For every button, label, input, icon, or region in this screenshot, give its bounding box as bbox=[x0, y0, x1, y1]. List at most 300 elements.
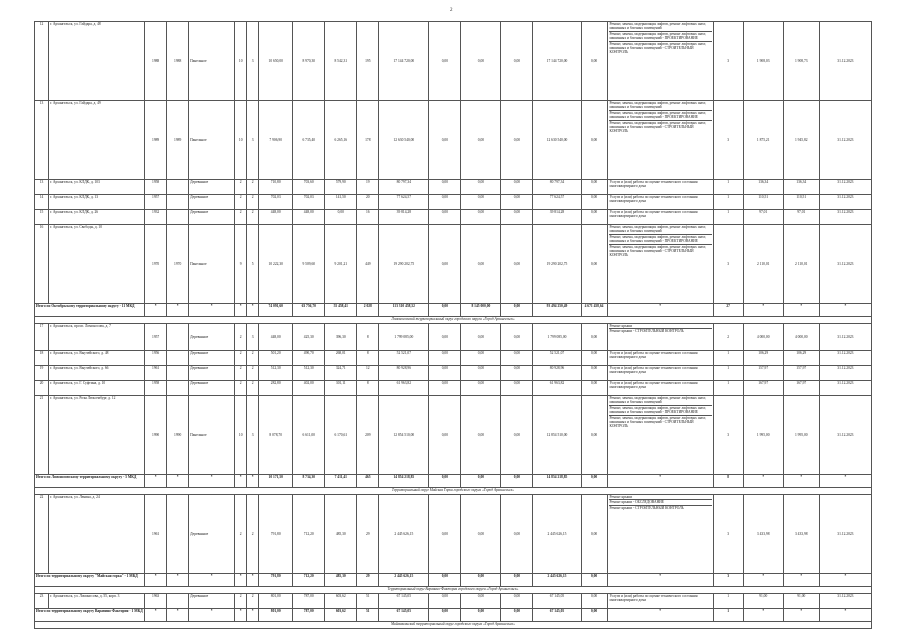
table-cell: 1932 bbox=[145, 210, 167, 225]
table-cell: 6 735,40 bbox=[293, 101, 325, 180]
table-cell: Деревянное bbox=[189, 495, 235, 574]
table-cell: 448,00 bbox=[259, 210, 293, 225]
table-cell: 1961 bbox=[145, 366, 167, 381]
table-cell: 6 265,16 bbox=[325, 101, 357, 180]
table-row bbox=[35, 101, 872, 180]
table-cell: 1 995,00 bbox=[783, 396, 819, 475]
table-cell: * bbox=[235, 475, 247, 488]
repair-program-table bbox=[34, 21, 872, 629]
table-cell: 3 bbox=[713, 22, 743, 101]
table-cell: 1961 bbox=[145, 495, 167, 574]
table-cell: 74 091,60 bbox=[259, 304, 293, 317]
table-cell: 0,00 bbox=[581, 195, 607, 210]
table-cell: 3 433,98 bbox=[743, 495, 783, 574]
table-cell: 2 bbox=[235, 195, 247, 210]
table-cell: Деревянное bbox=[189, 594, 235, 609]
works-cell bbox=[607, 381, 713, 396]
works-cell bbox=[607, 180, 713, 195]
table-cell: 0,00 bbox=[461, 495, 501, 574]
table-cell: 402,00 bbox=[293, 381, 325, 396]
page-number: 2 bbox=[450, 8, 453, 13]
table-cell: 0,00 bbox=[461, 396, 501, 475]
table-cell: 0,00 bbox=[461, 210, 501, 225]
works-cell bbox=[607, 210, 713, 225]
works-cell bbox=[607, 22, 713, 101]
table-cell: 603,62 bbox=[325, 594, 357, 609]
table-cell: 31.12.2023 bbox=[819, 22, 871, 101]
table-cell: 1 945,82 bbox=[783, 101, 819, 180]
table-cell: 1 bbox=[713, 366, 743, 381]
table-cell: 2 bbox=[247, 495, 259, 574]
table-cell: 97,01 bbox=[743, 210, 783, 225]
work-type: Ремонт, замена, модернизация лифтов, ремонт лифтовых шахт, машинных и блочных помещений - СТРОИТЕЛЬНЫЙ КОНТРОЛЬ bbox=[609, 244, 706, 258]
table-cell: 2 445 626,15 bbox=[533, 574, 581, 587]
table-cell: * bbox=[247, 609, 259, 622]
table-cell: 0,00 bbox=[581, 366, 607, 381]
table-cell: 1 995,00 bbox=[743, 396, 783, 475]
table-cell: 14 bbox=[35, 195, 49, 210]
table-cell: Итого по Ломоносовскому территориальному округу - 5 МКД bbox=[35, 475, 145, 488]
table-cell: 0,00 bbox=[461, 475, 501, 488]
table-cell: 702,03 bbox=[259, 195, 293, 210]
table-cell: 0,00 bbox=[501, 304, 533, 317]
table-cell: 1 875,21 bbox=[743, 101, 783, 180]
table-cell: 31.12.2023 bbox=[819, 225, 871, 304]
table-cell: 10 bbox=[235, 101, 247, 180]
table-cell: * bbox=[167, 574, 189, 587]
table-cell: * bbox=[607, 475, 713, 488]
table-cell: г. Архангельск, ул. Ломоносова, д. 55, корп. 3 bbox=[49, 594, 145, 609]
table-cell: 1 bbox=[713, 180, 743, 195]
section-row bbox=[35, 488, 872, 495]
table-cell: 1958 bbox=[145, 180, 167, 195]
table-cell: 0,00 bbox=[581, 475, 607, 488]
table-row bbox=[35, 210, 872, 225]
table-cell: 2 bbox=[235, 324, 247, 351]
work-type: Ремонт крыши bbox=[609, 324, 712, 329]
table-cell: 0,00 bbox=[429, 396, 461, 475]
work-type: Ремонт, замена, модернизация лифтов, ремонт лифтовых шахт, машинных и блочных помещений - СТРОИТЕЛЬНЫЙ КОНТРОЛЬ bbox=[609, 41, 706, 55]
work-type: Ремонт, замена, модернизация лифтов, ремонт лифтовых шахт, машинных и блочных помещений bbox=[609, 101, 712, 111]
table-cell: * bbox=[819, 609, 871, 622]
table-cell: г. Архангельск, ул. КЛДК, д. 13 bbox=[49, 195, 145, 210]
table-cell: 0,00 bbox=[501, 101, 533, 180]
work-type: Услуги и (или) работы по оценке технического состояния многоквартирного дома bbox=[609, 351, 698, 360]
table-row bbox=[35, 195, 872, 210]
table-cell: 0,00 bbox=[429, 574, 461, 587]
table-cell: 3 bbox=[247, 396, 259, 475]
table-cell: 2 bbox=[713, 324, 743, 351]
table-cell: * bbox=[607, 609, 713, 622]
table-cell: * bbox=[819, 304, 871, 317]
table-cell: Деревянное bbox=[189, 366, 235, 381]
works-cell bbox=[607, 594, 713, 609]
table-cell: 1988 bbox=[167, 22, 189, 101]
table-row bbox=[35, 225, 872, 304]
table-cell bbox=[167, 495, 189, 574]
table-cell: 209 bbox=[357, 396, 379, 475]
table-row bbox=[35, 180, 872, 195]
table-cell: 12 854 510,00 bbox=[379, 396, 429, 475]
table-cell: 61 963,82 bbox=[379, 381, 429, 396]
table-cell: 512,30 bbox=[259, 366, 293, 381]
table-cell: 106,29 bbox=[743, 351, 783, 366]
table-cell: 12 630 540,00 bbox=[379, 101, 429, 180]
table-cell: 20 bbox=[35, 381, 49, 396]
table-cell: 19 bbox=[35, 366, 49, 381]
table-cell: 501,20 bbox=[259, 351, 293, 366]
work-type: Услуги и (или) работы по оценке технического состояния многоквартирного дома bbox=[609, 381, 698, 390]
table-cell: г. Архангельск, ул. Гайдара, д. 48 bbox=[49, 22, 145, 101]
table-cell: 17 bbox=[35, 324, 49, 351]
works-cell bbox=[607, 324, 713, 351]
table-cell: 2 bbox=[247, 195, 259, 210]
table-cell: 425,30 bbox=[293, 324, 325, 351]
table-cell: 301,11 bbox=[325, 381, 357, 396]
table-cell: 448,00 bbox=[293, 210, 325, 225]
table-cell: 1970 bbox=[167, 225, 189, 304]
table-cell: 63 756,70 bbox=[293, 304, 325, 317]
table-cell: 2 445 626,15 bbox=[379, 495, 429, 574]
table-cell: Деревянное bbox=[189, 324, 235, 351]
table-cell: 8 970,30 bbox=[293, 22, 325, 101]
table-cell: 0,00 bbox=[461, 574, 501, 587]
table-cell: 20 bbox=[357, 195, 379, 210]
table-cell: Деревянное bbox=[189, 195, 235, 210]
table-cell: г. Архангельск, ул. Ленина, д. 24 bbox=[49, 495, 145, 574]
work-type: Ремонт, замена, модернизация лифтов, ремонт лифтовых шахт, машинных и блочных помещений - ПРОЕКТИРОВАНИЕ bbox=[609, 32, 712, 42]
table-cell: 801,00 bbox=[259, 609, 293, 622]
total-row bbox=[35, 574, 872, 587]
table-cell: 0,00 bbox=[501, 381, 533, 396]
table-cell: 67 145,05 bbox=[533, 609, 581, 622]
table-cell: 18 bbox=[35, 351, 49, 366]
table-cell: 787,00 bbox=[293, 594, 325, 609]
table-cell: 0,00 bbox=[461, 609, 501, 622]
table-cell: 0,00 bbox=[501, 351, 533, 366]
table-cell: 2 bbox=[235, 366, 247, 381]
work-type: Ремонт, замена, модернизация лифтов, ремонт лифтовых шахт, машинных и блочных помещений - СТРОИТЕЛЬНЫЙ КОНТРОЛЬ bbox=[609, 415, 706, 429]
table-cell: 0,00 bbox=[461, 195, 501, 210]
table-cell: * bbox=[743, 609, 783, 622]
works-cell bbox=[607, 495, 713, 574]
table-cell: 0,00 bbox=[581, 495, 607, 574]
table-cell: 0,00 bbox=[501, 22, 533, 101]
table-cell: 195 bbox=[357, 22, 379, 101]
table-cell: Итого по территориальному округу "Майская горка" - 1 МКД bbox=[35, 574, 145, 587]
table-cell: 31.12.2023 bbox=[819, 195, 871, 210]
table-cell: 1 bbox=[713, 594, 743, 609]
total-row bbox=[35, 475, 872, 488]
table-cell: 8 bbox=[357, 324, 379, 351]
work-type: Ремонт, замена, модернизация лифтов, ремонт лифтовых шахт, машинных и блочных помещений bbox=[609, 22, 712, 32]
table-cell: 167,97 bbox=[743, 381, 783, 396]
table-cell: 31.12.2023 bbox=[819, 396, 871, 475]
table-cell: 2 bbox=[235, 180, 247, 195]
table-cell: 0,00 bbox=[581, 609, 607, 622]
table-cell: 67 145,05 bbox=[533, 594, 581, 609]
work-type: Услуги и (или) работы по оценке технического состояния многоквартирного дома bbox=[609, 594, 698, 603]
table-cell: 10 bbox=[235, 22, 247, 101]
table-cell: 2 bbox=[247, 351, 259, 366]
table-cell: 1 908,73 bbox=[783, 22, 819, 101]
total-row bbox=[35, 304, 872, 317]
table-cell: 2 bbox=[247, 210, 259, 225]
table-cell: 0,00 bbox=[501, 324, 533, 351]
table-cell: 1956 bbox=[145, 351, 167, 366]
work-type: Ремонт, замена, модернизация лифтов, ремонт лифтовых шахт, машинных и блочных помещений - ПРОЕКТИРОВАНИЕ bbox=[609, 111, 712, 121]
table-cell: 3 bbox=[247, 324, 259, 351]
table-cell: 448,00 bbox=[259, 324, 293, 351]
table-cell: 2 bbox=[235, 495, 247, 574]
table-cell: * bbox=[145, 609, 167, 622]
work-type: Услуги и (или) работы по оценке технического состояния многоквартирного дома bbox=[609, 180, 698, 189]
table-cell: 710,80 bbox=[259, 180, 293, 195]
table-cell: 61 963,82 bbox=[533, 381, 581, 396]
table-cell: 80 797,34 bbox=[533, 180, 581, 195]
table-cell: 67 145,05 bbox=[379, 594, 429, 609]
table-cell: 1 bbox=[713, 351, 743, 366]
table-cell: 0,00 bbox=[581, 574, 607, 587]
table-cell: Итого по территориальному округу Варавино-Фактория - 1 МКД bbox=[35, 609, 145, 622]
work-type: Услуги и (или) работы по оценке технического состояния многоквартирного дома bbox=[609, 210, 698, 219]
table-cell: 1957 bbox=[145, 324, 167, 351]
table-cell: 268,01 bbox=[325, 351, 357, 366]
table-cell: 0,00 bbox=[501, 180, 533, 195]
table-cell: 8 145 000,00 bbox=[461, 304, 501, 317]
table-cell bbox=[167, 180, 189, 195]
table-cell: 2 bbox=[235, 594, 247, 609]
table-cell: 712,20 bbox=[293, 574, 325, 587]
table-cell: * bbox=[743, 574, 783, 587]
table-cell: 2 bbox=[235, 210, 247, 225]
table-cell: * bbox=[189, 475, 235, 488]
table-cell: 8 078,70 bbox=[259, 396, 293, 475]
table-cell: 702,03 bbox=[293, 195, 325, 210]
table-cell: 4 000,00 bbox=[743, 324, 783, 351]
table-cell: г. Архангельск, ул. КЛДК, д. 26 bbox=[49, 210, 145, 225]
table-cell: 801,00 bbox=[259, 594, 293, 609]
table-cell: 324,71 bbox=[325, 366, 357, 381]
table-cell: * bbox=[247, 475, 259, 488]
table-cell: 0,00 bbox=[429, 225, 461, 304]
table-cell: 0,00 bbox=[501, 195, 533, 210]
table-cell: 2 bbox=[247, 381, 259, 396]
table-cell: 0,00 bbox=[581, 225, 607, 304]
table-cell: 0,00 bbox=[581, 101, 607, 180]
table-cell: 0,00 bbox=[461, 366, 501, 381]
table-cell: 0,00 bbox=[501, 574, 533, 587]
table-cell: 1989 bbox=[145, 101, 167, 180]
table-cell: 91,00 bbox=[783, 594, 819, 609]
table-cell: 0,00 bbox=[429, 324, 461, 351]
table-cell: г. Архангельск, ул. КЛДК, д. 103 bbox=[49, 180, 145, 195]
works-cell bbox=[607, 396, 713, 475]
table-cell: * bbox=[167, 475, 189, 488]
table-cell: 0,00 bbox=[581, 396, 607, 475]
table-cell: 1990 bbox=[167, 396, 189, 475]
table-cell: 17 144 720,00 bbox=[379, 22, 429, 101]
table-cell: 12 bbox=[35, 22, 49, 101]
table-cell: 31.12.2023 bbox=[819, 381, 871, 396]
table-cell: 0,00 bbox=[429, 351, 461, 366]
table-cell: 31.12.2023 bbox=[819, 324, 871, 351]
table-cell: Панельное bbox=[189, 101, 235, 180]
table-cell: 0,00 bbox=[581, 351, 607, 366]
table-cell: 2 bbox=[247, 594, 259, 609]
table-cell: 1988 bbox=[145, 22, 167, 101]
table-cell: * bbox=[819, 574, 871, 587]
table-cell: 0,00 bbox=[325, 210, 357, 225]
total-row bbox=[35, 609, 872, 622]
table-cell: 0,00 bbox=[581, 180, 607, 195]
table-cell: 31.12.2023 bbox=[819, 594, 871, 609]
table-cell: 0,00 bbox=[429, 381, 461, 396]
table-cell bbox=[167, 351, 189, 366]
work-type: Ремонт, замена, модернизация лифтов, ремонт лифтовых шахт, машинных и блочных помещений bbox=[609, 396, 712, 406]
table-cell: 712,20 bbox=[293, 495, 325, 574]
table-cell: 0,00 bbox=[501, 495, 533, 574]
table-cell: 0,00 bbox=[501, 210, 533, 225]
table-cell: 2 bbox=[247, 180, 259, 195]
table-cell: Маймаксанский территориальный округ городского округа «Город Архангельск» bbox=[35, 622, 872, 629]
table-cell: Деревянное bbox=[189, 351, 235, 366]
table-cell: 512,30 bbox=[293, 366, 325, 381]
table-cell: Ломоносовский территориальный округ городского округа «Город Архангельск» bbox=[35, 317, 872, 324]
table-cell: 0,00 bbox=[581, 381, 607, 396]
table-cell: 1990 bbox=[145, 396, 167, 475]
table-cell: 29 bbox=[357, 574, 379, 587]
table-cell: 703,60 bbox=[293, 180, 325, 195]
table-cell: 0,00 bbox=[501, 366, 533, 381]
table-cell: 2 028 bbox=[357, 304, 379, 317]
table-cell bbox=[167, 195, 189, 210]
table-cell: 157,97 bbox=[743, 366, 783, 381]
table-cell: 31.12.2023 bbox=[819, 495, 871, 574]
table-cell: * bbox=[189, 304, 235, 317]
table-cell: 0,00 bbox=[461, 101, 501, 180]
table-cell: 10 bbox=[235, 396, 247, 475]
work-type: Ремонт крыши - СТРОИТЕЛЬНЫЙ КОНТРОЛЬ bbox=[609, 329, 684, 334]
table-cell: Территориальный округ Майская Горка городского округа «Город Архангельск» bbox=[35, 488, 872, 495]
table-cell: 0,00 bbox=[581, 594, 607, 609]
table-cell: г. Архангельск, просп. Ломоносова, д. 7 bbox=[49, 324, 145, 351]
table-cell: 14 854 218,85 bbox=[379, 475, 429, 488]
table-cell: 0,00 bbox=[461, 22, 501, 101]
table-cell: 7 906,90 bbox=[259, 101, 293, 180]
work-type: Ремонт, замена, модернизация лифтов, ремонт лифтовых шахт, машинных и блочных помещений bbox=[609, 225, 712, 235]
table-cell: 1 bbox=[713, 210, 743, 225]
table-cell: 2 bbox=[235, 351, 247, 366]
works-cell bbox=[607, 225, 713, 304]
table-cell: 1970 bbox=[145, 225, 167, 304]
table-cell bbox=[167, 594, 189, 609]
work-type: Ремонт крыши - СТРОИТЕЛЬНЫЙ КОНТРОЛЬ bbox=[609, 505, 684, 510]
table-cell bbox=[167, 366, 189, 381]
table-cell: 3 433,98 bbox=[783, 495, 819, 574]
table-cell: 579,90 bbox=[325, 180, 357, 195]
table-cell: * bbox=[145, 574, 167, 587]
table-cell: 3 bbox=[713, 225, 743, 304]
table-cell: 13 bbox=[35, 101, 49, 180]
table-cell: 0,00 bbox=[501, 225, 533, 304]
table-row bbox=[35, 351, 872, 366]
table-cell: 141,50 bbox=[325, 195, 357, 210]
table-cell: Панельное bbox=[189, 225, 235, 304]
works-cell bbox=[607, 101, 713, 180]
table-row bbox=[35, 366, 872, 381]
table-cell: 1 908,03 bbox=[743, 22, 783, 101]
table-cell: * bbox=[783, 475, 819, 488]
table-cell: 10 222,30 bbox=[259, 225, 293, 304]
table-cell: 0,00 bbox=[501, 594, 533, 609]
table-cell: * bbox=[607, 574, 713, 587]
table-cell: 0,00 bbox=[501, 609, 533, 622]
table-cell: * bbox=[607, 304, 713, 317]
work-type: Ремонт крыши bbox=[609, 495, 712, 500]
table-cell bbox=[167, 324, 189, 351]
table-cell: 91,00 bbox=[743, 594, 783, 609]
table-cell: 16 bbox=[35, 225, 49, 304]
table-cell: 1958 bbox=[145, 381, 167, 396]
table-cell: 2 445 626,15 bbox=[533, 495, 581, 574]
table-cell: 5 bbox=[247, 225, 259, 304]
table-cell: 110,51 bbox=[743, 195, 783, 210]
table-cell: * bbox=[167, 609, 189, 622]
table-cell: 10 171,50 bbox=[259, 475, 293, 488]
table-cell: 27 bbox=[713, 304, 743, 317]
table-cell: 0,00 bbox=[461, 381, 501, 396]
table-cell bbox=[167, 210, 189, 225]
table-cell: * bbox=[783, 609, 819, 622]
table-cell: 39 814,28 bbox=[379, 210, 429, 225]
table-cell: 0,00 bbox=[429, 495, 461, 574]
table-cell: 51 bbox=[357, 609, 379, 622]
works-cell bbox=[607, 195, 713, 210]
table-cell: 21 bbox=[35, 396, 49, 475]
table-cell: * bbox=[145, 475, 167, 488]
table-cell: 157,97 bbox=[783, 366, 819, 381]
table-cell: 167,97 bbox=[783, 381, 819, 396]
table-cell: 791,80 bbox=[259, 495, 293, 574]
table-cell: 0,00 bbox=[581, 210, 607, 225]
table-cell: 3 bbox=[713, 495, 743, 574]
table-row bbox=[35, 324, 872, 351]
table-cell: 10 650,00 bbox=[259, 22, 293, 101]
table-cell: Территориальный округ Варавино-Фактория городского округа «Город Архангельск» bbox=[35, 587, 872, 594]
table-cell: 8 734,30 bbox=[293, 475, 325, 488]
table-cell: 31.12.2023 bbox=[819, 366, 871, 381]
table-row bbox=[35, 22, 872, 101]
section-row bbox=[35, 622, 872, 629]
table-cell: 1957 bbox=[145, 195, 167, 210]
table-cell: 2 110,01 bbox=[783, 225, 819, 304]
table-cell: Деревянное bbox=[189, 381, 235, 396]
table-cell: 1 799 085,00 bbox=[533, 324, 581, 351]
table-cell: 0,00 bbox=[429, 195, 461, 210]
table-cell: 465 bbox=[357, 475, 379, 488]
table-cell: 8 bbox=[357, 381, 379, 396]
table-cell: 80 928,96 bbox=[533, 366, 581, 381]
section-row bbox=[35, 587, 872, 594]
table-cell: 51 bbox=[357, 594, 379, 609]
table-cell: 29 bbox=[357, 495, 379, 574]
table-cell: 0,00 bbox=[429, 366, 461, 381]
work-type: Ремонт, замена, модернизация лифтов, ремонт лифтовых шахт, машинных и блочных помещений - ПРОЕКТИРОВАНИЕ bbox=[609, 235, 712, 245]
table-cell: 31.12.2023 bbox=[819, 101, 871, 180]
table-cell: 485,30 bbox=[325, 574, 357, 587]
work-type: Услуги и (или) работы по оценке технического состояния многоквартирного дома bbox=[609, 195, 698, 204]
